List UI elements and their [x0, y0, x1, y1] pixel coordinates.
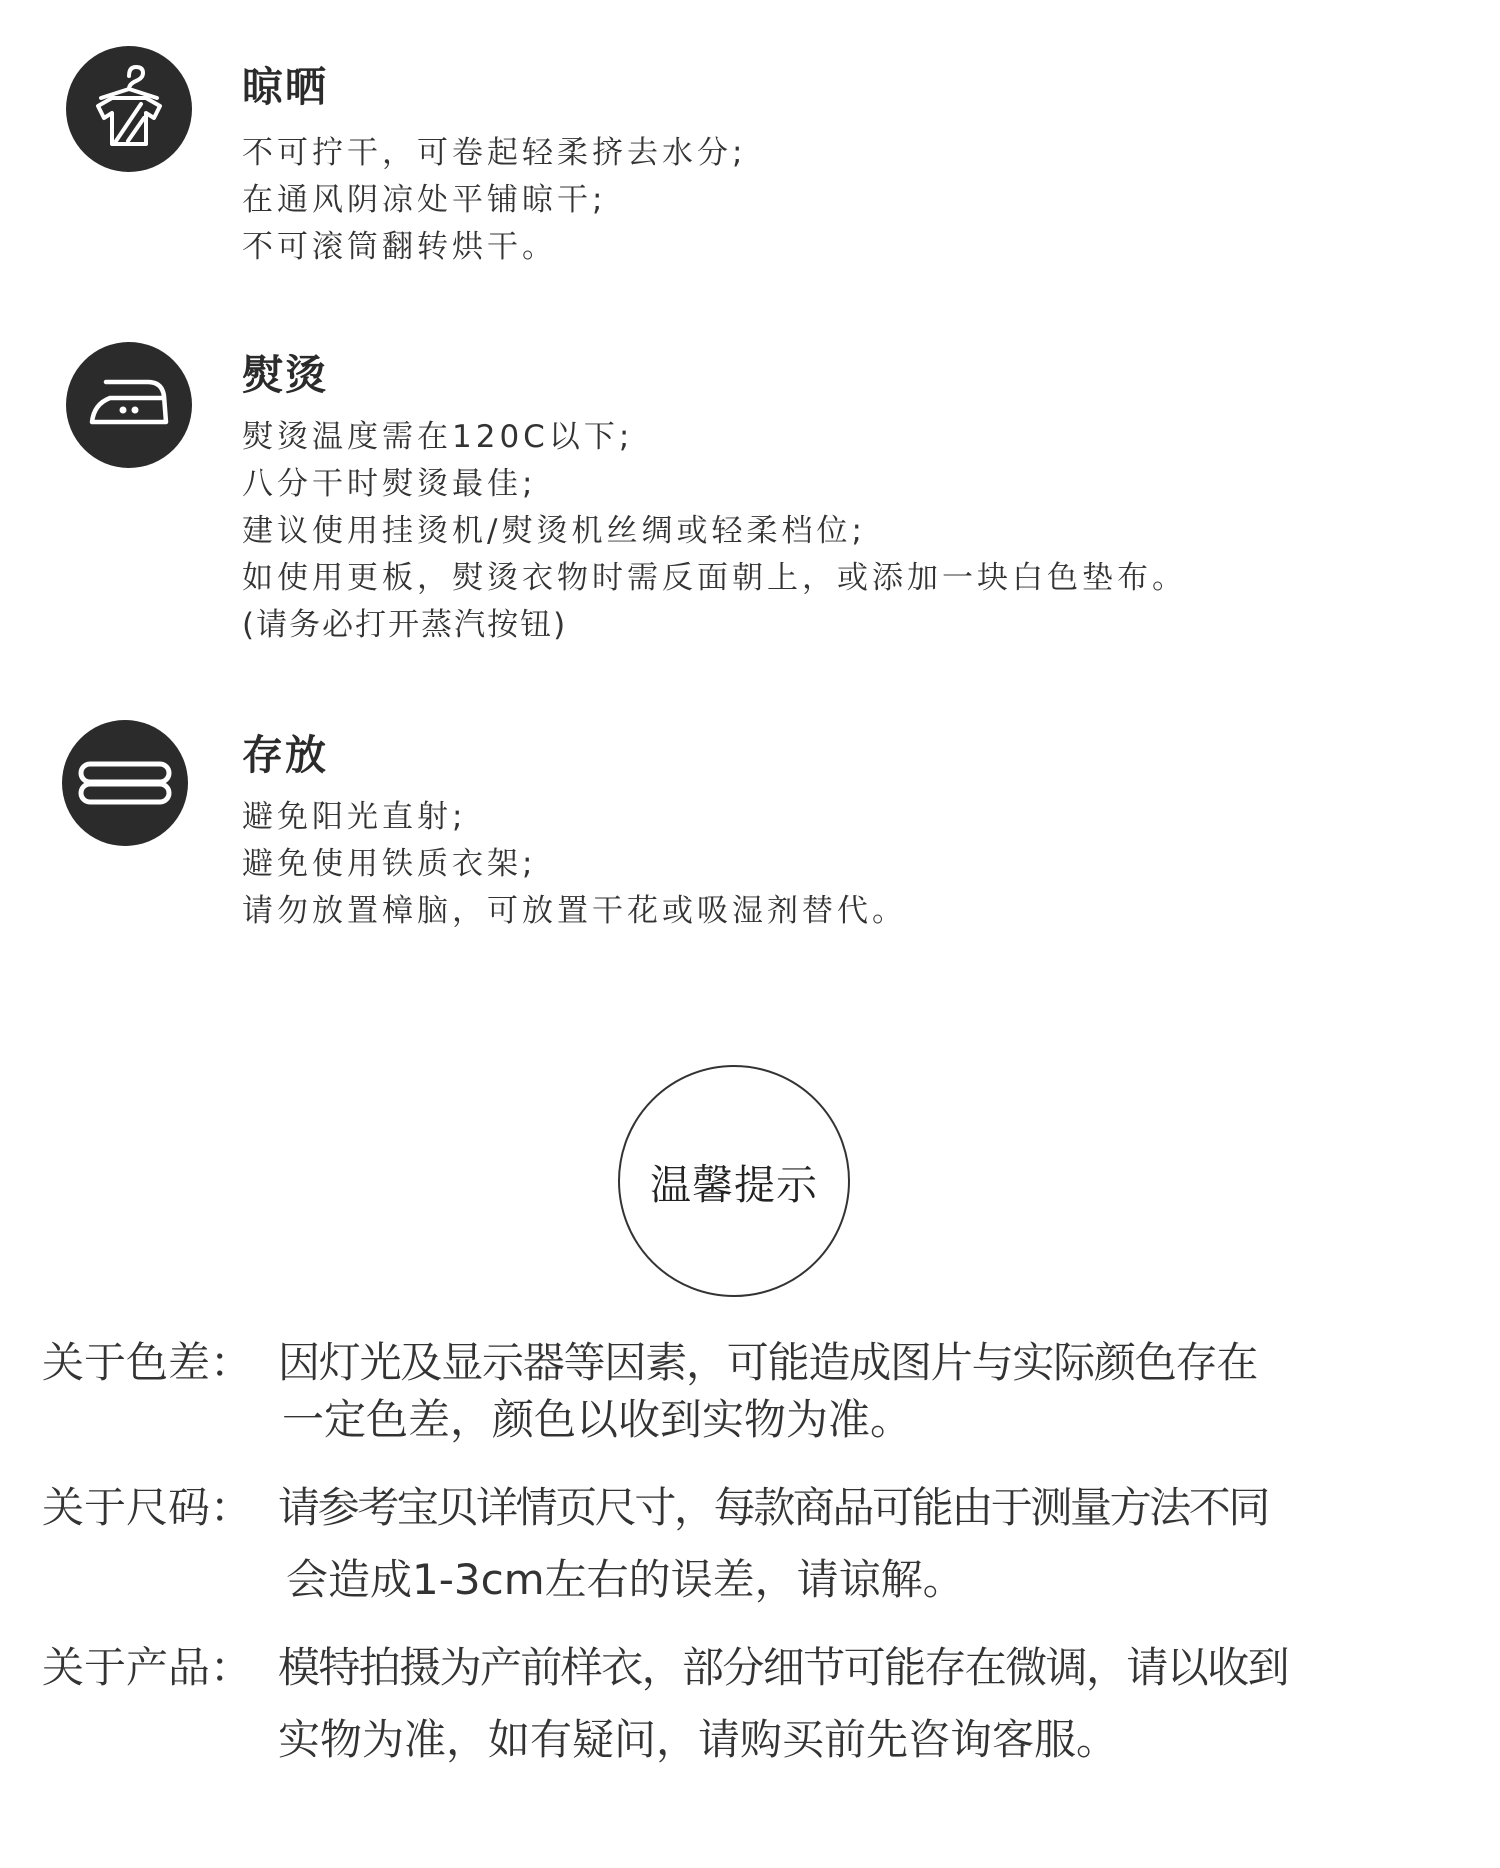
notice-text: 一定色差，颜色以收到实物为准。 — [282, 1395, 913, 1444]
instruction-line: 避免阳光直射; — [242, 799, 467, 835]
section-title: 存放 — [242, 731, 328, 779]
notice-text: 请参考宝贝详情页尺寸，每款商品可能由于测量方法不同 — [278, 1483, 1269, 1532]
section-title: 熨烫 — [242, 351, 328, 399]
iron-icon — [66, 342, 192, 468]
instruction-line: 避免使用铁质衣架; — [242, 846, 537, 882]
instruction-line: 在通风阴凉处平铺晾干; — [242, 182, 607, 218]
instruction-list — [242, 130, 746, 271]
instruction-line: 熨烫温度需在120C以下; — [242, 419, 634, 455]
instruction-list — [242, 794, 907, 935]
notice-text: 因灯光及显示器等因素，可能造成图片与实际颜色存在 — [278, 1338, 1258, 1387]
section-title: 晾晒 — [242, 63, 328, 111]
warm-tips-label: 温馨提示 — [650, 1160, 818, 1209]
notice-label: 关于尺码： — [42, 1483, 253, 1532]
notice-label: 关于产品： — [42, 1643, 253, 1692]
instruction-line: 不可拧干，可卷起轻柔挤去水分; — [242, 135, 747, 171]
notice-text: 实物为准，如有疑问，请购买前先咨询客服。 — [278, 1715, 1119, 1764]
notice-label: 关于色差： — [42, 1338, 253, 1387]
instruction-line: 八分干时熨烫最佳; — [242, 466, 537, 502]
instruction-line: (请务必打开蒸汽按钮) — [242, 607, 568, 643]
instruction-line: 请勿放置樟脑，可放置干花或吸湿剂替代。 — [242, 893, 907, 929]
warm-tips-badge — [618, 1065, 850, 1297]
folded-cloth-icon — [62, 720, 188, 846]
instruction-line: 如使用更板，熨烫衣物时需反面朝上，或添加一块白色垫布。 — [242, 560, 1187, 596]
hanging-shirt-icon — [66, 46, 192, 172]
instruction-line: 不可滚筒翻转烘干。 — [242, 229, 557, 265]
instruction-line: 建议使用挂烫机/熨烫机丝绸或轻柔档位; — [242, 513, 866, 549]
notice-text: 模特拍摄为产前样衣，部分细节可能存在微调，请以收到 — [278, 1643, 1289, 1692]
instruction-list — [242, 414, 1187, 649]
notice-text: 会造成1-3cm左右的误差，请谅解。 — [286, 1555, 965, 1604]
